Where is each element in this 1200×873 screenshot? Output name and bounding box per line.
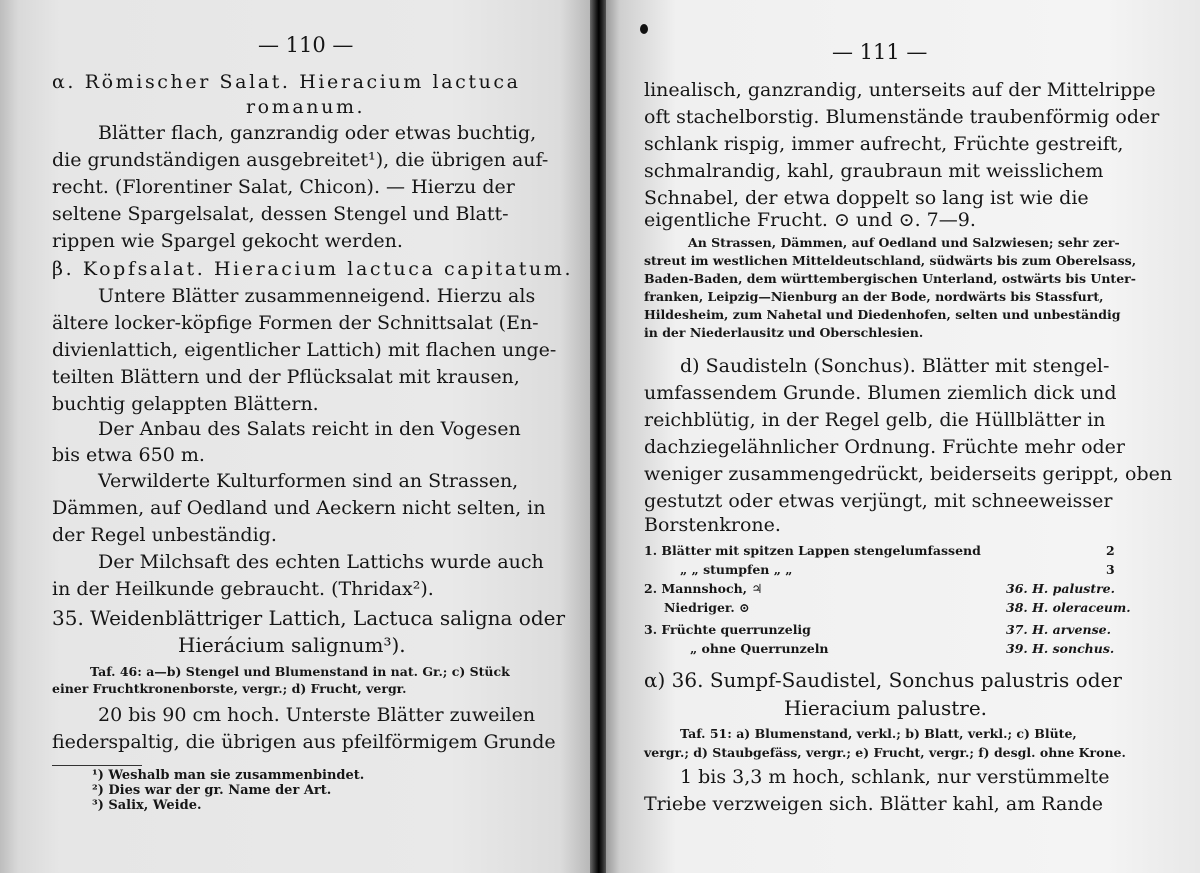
- key-entry-ref: 38. H. oleraceum.: [1006, 600, 1131, 615]
- book-gutter: [590, 0, 606, 873]
- key-entry-ref: 3: [1106, 562, 1115, 577]
- heading-romanum: romanum.: [246, 96, 366, 118]
- right-page: [606, 0, 1200, 873]
- text-line: Schnabel, der etwa doppelt so lang ist wie die: [644, 187, 1089, 209]
- text-line: Triebe verzweigen sich. Blätter kahl, am Rande: [644, 793, 1103, 815]
- text-line: Blätter flach, ganzrandig oder etwas buchtig,: [98, 122, 537, 144]
- text-line: teilten Blättern und der Pflücksalat mit krausen,: [52, 366, 520, 388]
- text-line: Der Milchsaft des echten Lattichs wurde auch: [98, 551, 544, 573]
- footnote-rule: [52, 765, 142, 766]
- distribution-note: An Strassen, Dämmen, auf Oedland und Salzwiesen; sehr zer-: [688, 235, 1120, 250]
- text-line: Verwilderte Kulturformen sind an Strassen,: [98, 470, 519, 492]
- text-line: seltene Spargelsalat, dessen Stengel und Blatt-: [52, 203, 509, 225]
- text-line: gestutzt oder etwas verjüngt, mit schneeweisser: [644, 490, 1113, 512]
- text-line: weniger zusammengedrückt, beiderseits gerippt, oben: [644, 463, 1173, 485]
- page-number-left: — 110 —: [258, 33, 354, 57]
- heading-kopfsalat: β. Kopfsalat. Hieracium lactuca capitatum.: [52, 258, 574, 280]
- text-line: in der Heilkunde gebraucht. (Thridax²).: [52, 578, 434, 600]
- key-entry-label: Niedriger. ⊙: [664, 600, 750, 615]
- footnote: ²) Dies war der gr. Name der Art.: [92, 783, 332, 798]
- species-heading-36: α) 36. Sumpf-Saudistel, Sonchus palustris oder: [644, 668, 1122, 692]
- species-heading-35-cont: Hierácium salignum³).: [178, 633, 406, 657]
- footnote: ¹) Weshalb man sie zusammenbindet.: [92, 768, 365, 783]
- text-line: bis etwa 650 m.: [52, 444, 205, 466]
- key-entry-label: 2. Mannshoch, ♃: [644, 581, 763, 596]
- key-entry-ref: 39. H. sonchus.: [1006, 641, 1115, 656]
- distribution-note: Baden-Baden, dem württembergischen Unterland, ostwärts bis Unter-: [644, 271, 1136, 286]
- text-line: Dämmen, auf Oedland und Aeckern nicht selten, in: [52, 497, 546, 519]
- text-line: 1 bis 3,3 m hoch, schlank, nur verstümmelte: [680, 766, 1110, 788]
- text-line: divienlattich, eigentlicher Lattich) mit flachen unge-: [52, 339, 557, 361]
- species-heading-36-cont: Hieracium palustre.: [784, 696, 988, 720]
- key-entry-label: „ „ stumpfen „ „: [680, 562, 793, 577]
- distribution-note: streut im westlichen Mitteldeutschland, südwärts bis zum Oberelsass,: [644, 253, 1137, 268]
- text-line: recht. (Florentiner Salat, Chicon). — Hierzu der: [52, 176, 515, 198]
- key-entry-label: 3. Früchte querrunzelig: [644, 622, 811, 637]
- distribution-note: Hildesheim, zum Nahetal und Diedenhofen, selten und unbeständig: [644, 307, 1121, 322]
- text-line: Borstenkrone.: [644, 514, 781, 536]
- text-line: linealisch, ganzrandig, unterseits auf der Mittelrippe: [644, 79, 1156, 101]
- distribution-note: franken, Leipzig—Nienburg an der Bode, nordwärts bis Stassfurt,: [644, 289, 1104, 304]
- key-entry-label: „ ohne Querrunzeln: [690, 641, 829, 656]
- text-line: rippen wie Spargel gekocht werden.: [52, 230, 403, 252]
- text-line: Der Anbau des Salats reicht in den Vogesen: [98, 418, 521, 440]
- plate-caption: Taf. 46: a—b) Stengel und Blumenstand in nat. Gr.; c) Stück: [90, 664, 510, 679]
- ink-speck: [640, 24, 648, 34]
- text-line: umfassendem Grunde. Blumen ziemlich dick und: [644, 382, 1117, 404]
- text-line: die grundständigen ausgebreitet¹), die übrigen auf-: [52, 149, 549, 171]
- plate-caption: Taf. 51: a) Blumenstand, verkl.; b) Blatt, verkl.; c) Blüte,: [680, 726, 1077, 741]
- text-line: d) Saudisteln (Sonchus). Blätter mit stengel-: [680, 355, 1110, 377]
- text-line: ältere locker-köpfige Formen der Schnittsalat (En-: [52, 312, 539, 334]
- page-number-right: — 111 —: [832, 40, 928, 64]
- text-line: schlank rispig, immer aufrecht, Früchte gestreift,: [644, 133, 1124, 155]
- footnote: ³) Salix, Weide.: [92, 798, 202, 813]
- text-line: fiederspaltig, die übrigen aus pfeilförmigem Grunde: [52, 731, 556, 753]
- text-line: der Regel unbeständig.: [52, 524, 277, 546]
- text-line: buchtig gelappten Blättern.: [52, 393, 319, 415]
- key-entry-label: 1. Blätter mit spitzen Lappen stengelumfassend: [644, 543, 981, 558]
- text-line: oft stachelborstig. Blumenstände traubenförmig oder: [644, 106, 1160, 128]
- text-line: dachziegelähnlicher Ordnung. Früchte mehr oder: [644, 436, 1126, 458]
- species-heading-35: 35. Weidenblättriger Lattich, Lactuca saligna oder: [52, 606, 566, 630]
- text-line: Untere Blätter zusammenneigend. Hierzu als: [98, 285, 536, 307]
- heading-roemischer-salat: α. Römischer Salat. Hieracium lactuca: [52, 71, 521, 93]
- text-line: eigentliche Frucht. ⊙ und ⊙. 7—9.: [644, 209, 976, 231]
- plate-caption: vergr.; d) Staubgefäss, vergr.; e) Frucht, vergr.; f) desgl. ohne Krone.: [644, 745, 1126, 760]
- text-line: reichblütig, in der Regel gelb, die Hüllblätter in: [644, 409, 1106, 431]
- text-line: schmalrandig, kahl, graubraun mit weisslichem: [644, 160, 1104, 182]
- distribution-note: in der Niederlausitz und Oberschlesien.: [644, 325, 924, 340]
- plate-caption: einer Fruchtkronenborste, vergr.; d) Frucht, vergr.: [52, 681, 407, 696]
- text-line: 20 bis 90 cm hoch. Unterste Blätter zuweilen: [98, 704, 536, 726]
- key-entry-ref: 36. H. palustre.: [1006, 581, 1115, 596]
- left-page: [0, 0, 590, 873]
- key-entry-ref: 37. H. arvense.: [1006, 622, 1111, 637]
- key-entry-ref: 2: [1106, 543, 1115, 558]
